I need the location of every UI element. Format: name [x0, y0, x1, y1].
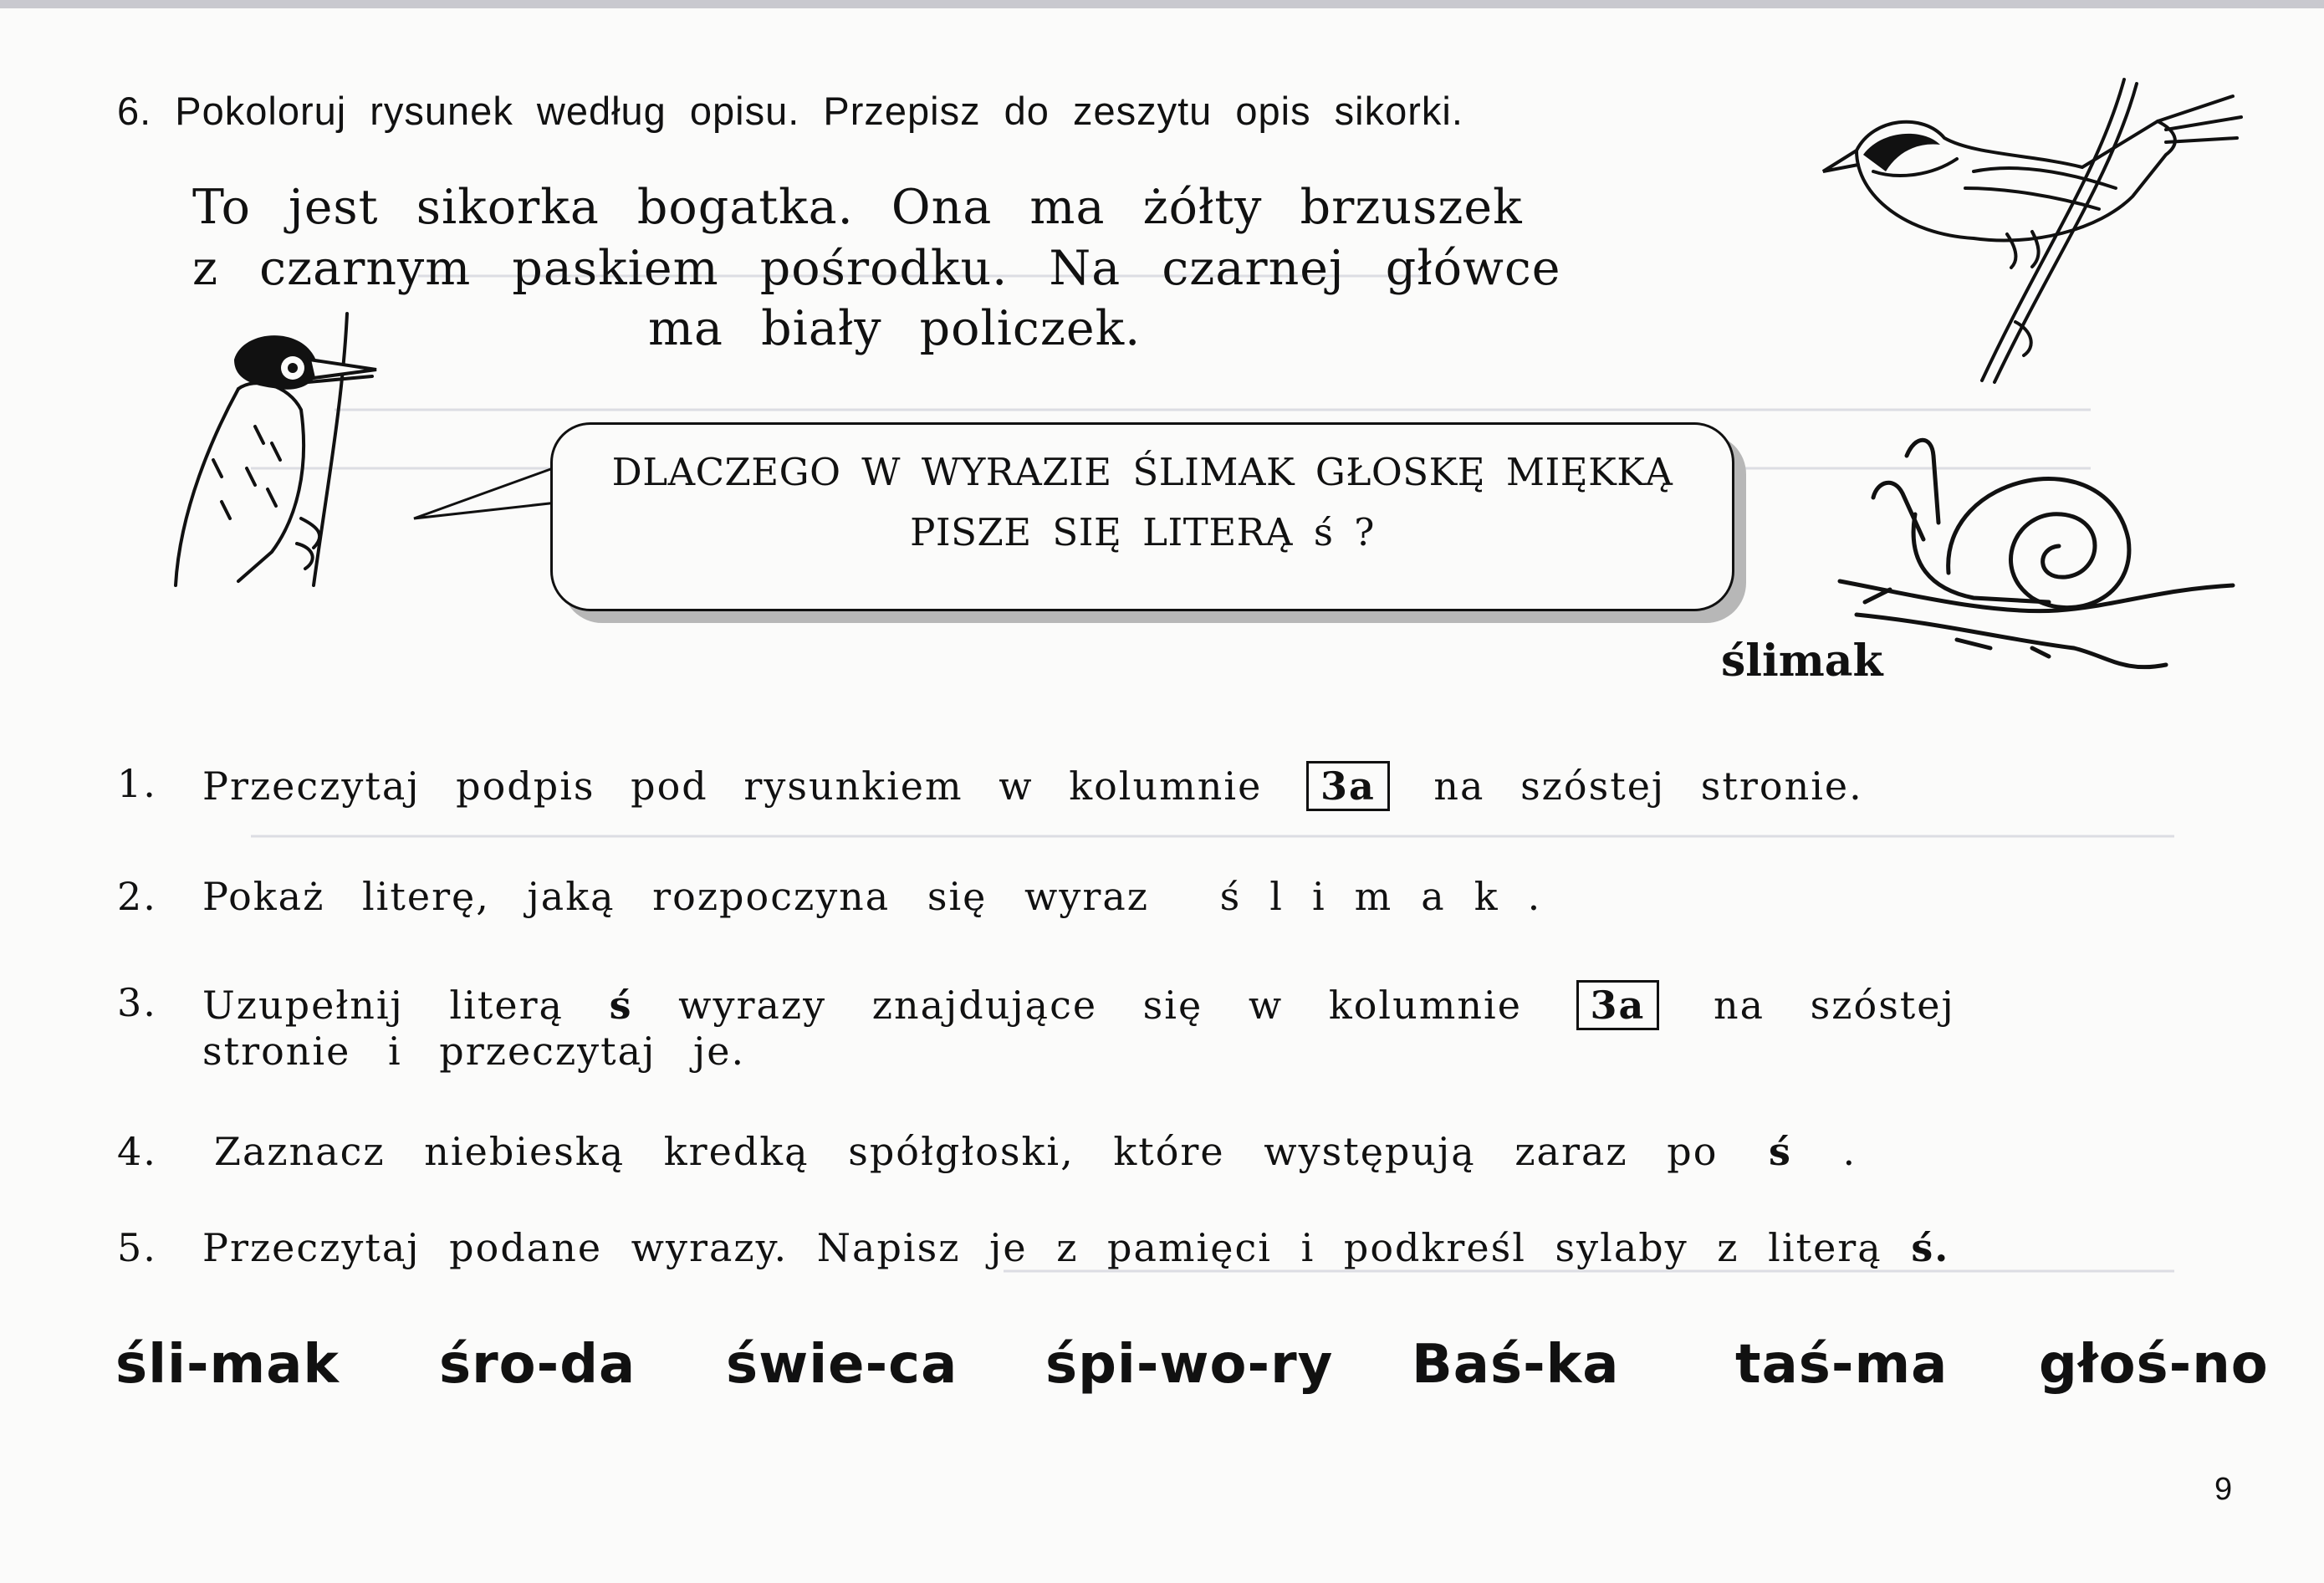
spaced-word-slimak: ślimak. [1219, 874, 1571, 919]
task-4-instruction: Zaznacz niebieską kredką spółgłoski, które występują zaraz po [214, 1129, 1719, 1174]
description-line-1: To jest sikorka bogatka. Ona ma żółty brzuszek [192, 180, 1523, 235]
task-2-text [202, 874, 1570, 919]
task-4-period: . [1842, 1129, 1857, 1174]
bubble-question-line-1: DLACZEGO W WYRAZIE ŚLIMAK GŁOSKĘ MIĘKKĄ [611, 450, 1673, 494]
great-tit-illustration [1765, 71, 2250, 389]
column-3a-box: 3a [1306, 761, 1390, 811]
snail-illustration [1840, 422, 2241, 707]
syllable-word: świe-ca [726, 1334, 958, 1396]
task-3-after: na szóstej [1713, 983, 1955, 1028]
page-number: 9 [2214, 1472, 2233, 1507]
task-1-text [202, 761, 1863, 811]
task-5-number: 5. [117, 1225, 157, 1270]
description-line-2: z czarnym paskiem pośrodku. Na czarnej główce [192, 241, 1561, 296]
description-line-3: ma biały policzek. [648, 301, 1142, 356]
syllable-word: głoś-no [2039, 1334, 2269, 1396]
letter-s-acute: ś [1769, 1129, 1792, 1174]
syllable-word: śli-mak [115, 1334, 340, 1396]
syllable-word: śpi-wo-ry [1045, 1334, 1334, 1396]
task-1-before: Przeczytaj podpis pod rysunkiem w kolumnie [202, 763, 1263, 809]
speech-bubble-tail [410, 456, 569, 531]
page-top-edge [0, 0, 2324, 8]
task-3-middle: wyrazy znajdujące się w kolumnie [678, 983, 1522, 1028]
task-1-after: na szóstej stronie. [1433, 763, 1863, 809]
task-5-instruction: Przeczytaj podane wyrazy. Napisz je z pamięci i podkreśl sylaby z literą [202, 1225, 1882, 1270]
syllable-word: śro-da [439, 1334, 636, 1396]
letter-s-acute: ś [609, 983, 633, 1028]
snail-caption: ślimak [1721, 636, 1883, 687]
task-2-number: 2. [117, 874, 157, 919]
task-5-text [202, 1225, 1949, 1270]
syllable-word: taś-ma [1735, 1334, 1949, 1396]
syllable-word: Baś-ka [1412, 1334, 1620, 1396]
task-2-instruction: Pokaż literę, jaką rozpoczyna się wyraz [202, 874, 1150, 919]
task-3-number: 3. [117, 980, 157, 1025]
task-6-instruction: 6. Pokoloruj rysunek według opisu. Przepisz do zeszytu opis sikorki. [117, 89, 1463, 133]
bubble-question-line-2: PISZE SIĘ LITERĄ ś ? [910, 510, 1375, 554]
task-4-number: 4. [117, 1129, 157, 1174]
letter-s-acute: ś. [1911, 1225, 1950, 1270]
speech-bubble [550, 422, 1734, 611]
task-4-text [214, 1129, 1857, 1174]
task-3-text [202, 980, 1955, 1030]
task-1-number: 1. [117, 761, 157, 806]
task-3-line-2: stronie i przeczytaj je. [202, 1029, 746, 1074]
task-3-before: Uzupełnij literą [202, 983, 564, 1028]
woodpecker-illustration [163, 309, 389, 594]
column-3a-box: 3a [1576, 980, 1660, 1030]
